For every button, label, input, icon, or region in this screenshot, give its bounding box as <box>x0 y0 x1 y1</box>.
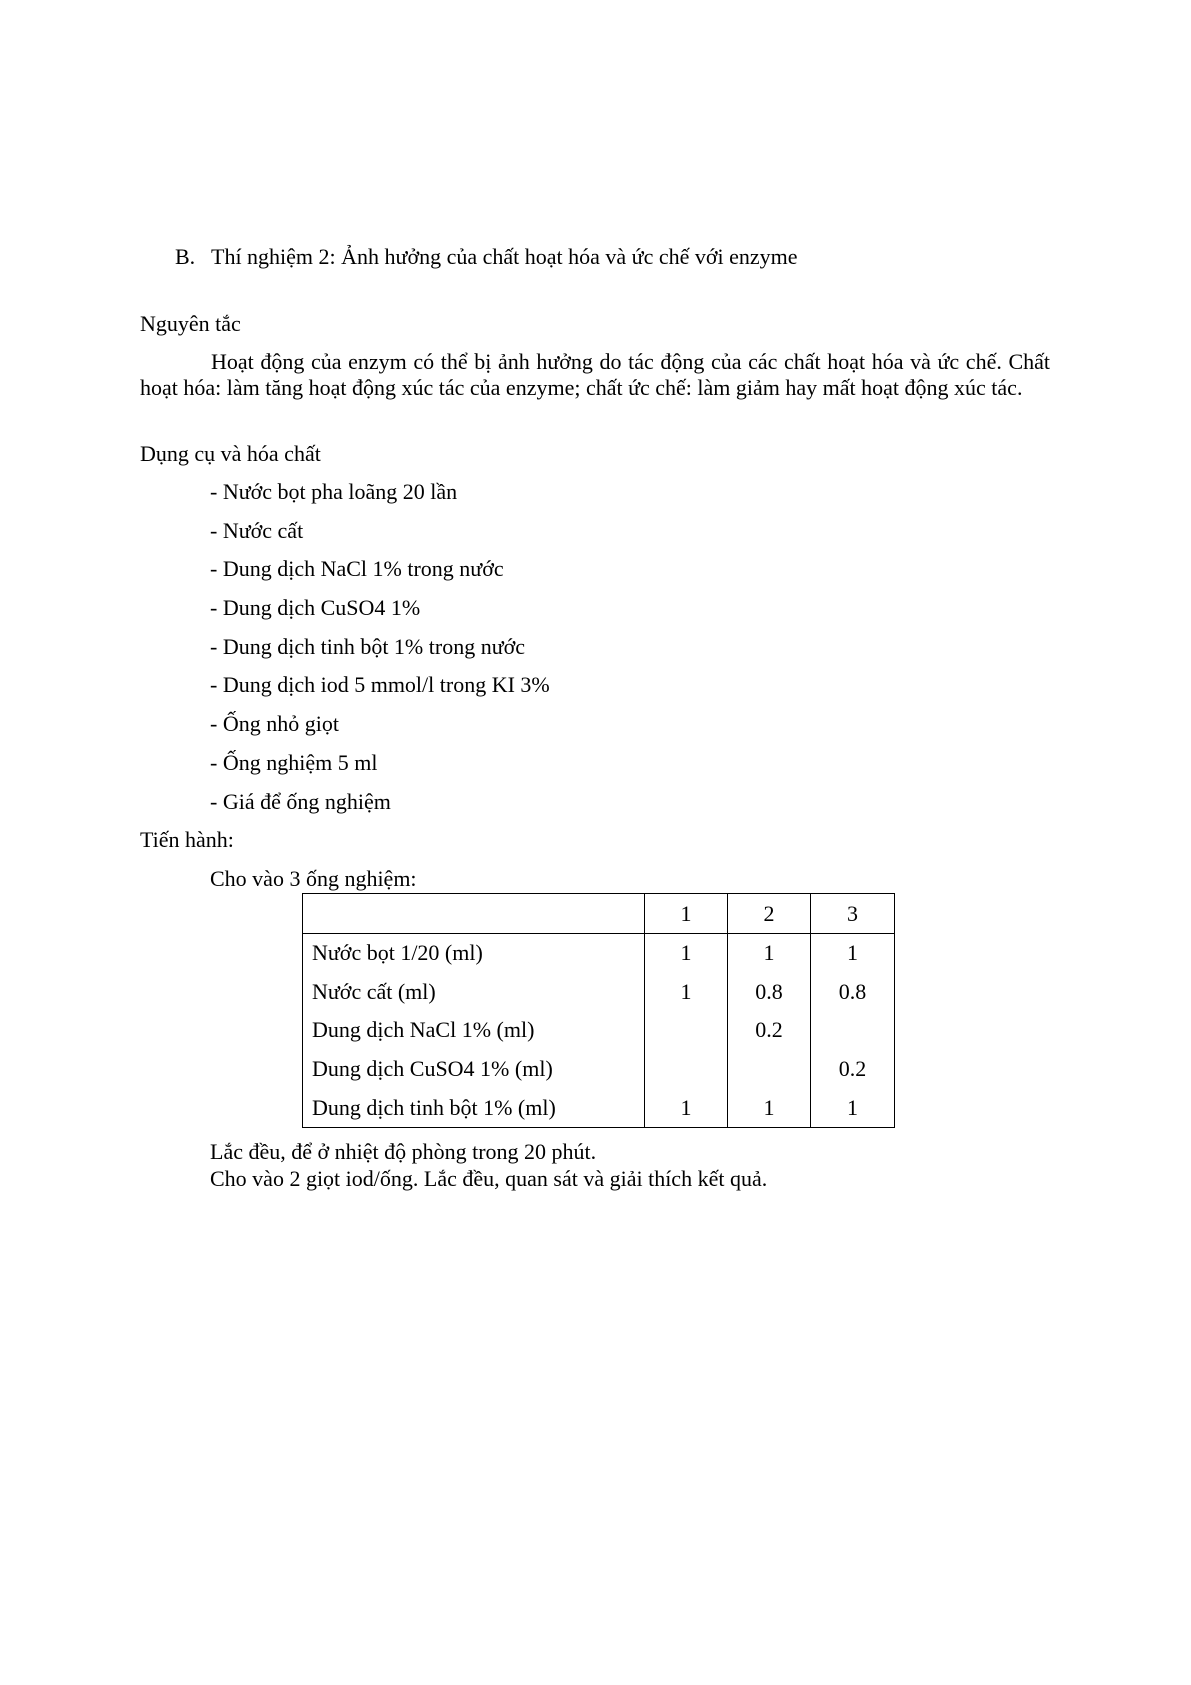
table-header-cell: 1 <box>645 894 728 934</box>
table-cell <box>811 1011 895 1050</box>
materials-item: - Ống nghiệm 5 ml <box>210 749 378 775</box>
table-cell: 0.8 <box>811 973 895 1012</box>
table-cell <box>645 1011 728 1050</box>
materials-item: - Nước cất <box>210 517 304 543</box>
table-row <box>303 1011 895 1050</box>
principle-text: Hoạt động của enzym có thể bị ảnh hưởng do tác động của các chất hoạt hóa và ức chế. Chất hoạt hóa: làm tăng hoạt động xúc tác của enzyme; chất ức chế: làm giảm hay mất hoạt động xúc tác. <box>140 349 1050 400</box>
materials-item: - Nước bọt pha loãng 20 lần <box>210 479 458 504</box>
table-row <box>303 934 895 973</box>
section-marker: B. <box>175 244 196 269</box>
table-header-cell: 3 <box>811 894 895 934</box>
materials-item: - Dung dịch iod 5 mmol/l trong KI 3% <box>210 672 550 698</box>
table-cell: Nước bọt 1/20 (ml) <box>303 934 645 973</box>
materials-list <box>210 479 550 827</box>
table-cell: 1 <box>645 973 728 1012</box>
materials-item: - Dung dịch NaCl 1% trong nước <box>210 556 504 582</box>
table-cell: 0.2 <box>728 1011 811 1050</box>
table-cell: 1 <box>728 934 811 973</box>
table-cell: 0.2 <box>811 1050 895 1089</box>
table-header-cell <box>303 894 645 934</box>
table-cell <box>728 1050 811 1089</box>
section-title <box>175 244 798 270</box>
materials-item: - Ống nhỏ giọt <box>210 711 339 737</box>
materials-heading: Dụng cụ và hóa chất <box>140 441 321 466</box>
materials-item: - Giá để ống nghiệm <box>210 788 391 814</box>
table-cell <box>645 1050 728 1089</box>
table-row <box>303 1088 895 1127</box>
experiment-table <box>302 893 895 1128</box>
principle-paragraph <box>140 349 1050 401</box>
table-cell: 1 <box>728 1088 811 1127</box>
principle-heading: Nguyên tắc <box>140 311 241 336</box>
procedure-heading: Tiến hành: <box>140 827 234 852</box>
table-header-cell: 2 <box>728 894 811 934</box>
materials-item: - Dung dịch tinh bột 1% trong nước <box>210 633 526 659</box>
table-cell: 0.8 <box>728 973 811 1012</box>
procedure-step: Cho vào 2 giọt iod/ống. Lắc đều, quan sát và giải thích kết quả. <box>210 1166 768 1191</box>
table-row <box>303 1050 895 1089</box>
table-cell: 1 <box>811 934 895 973</box>
table-row <box>303 973 895 1012</box>
table-cell: 1 <box>645 934 728 973</box>
table-cell: 1 <box>811 1088 895 1127</box>
procedure-step: Lắc đều, để ở nhiệt độ phòng trong 20 phút. <box>210 1139 597 1164</box>
table-cell: Dung dịch CuSO4 1% (ml) <box>303 1050 645 1089</box>
table-header-row <box>303 894 895 934</box>
table-cell: Nước cất (ml) <box>303 973 645 1012</box>
procedure-intro: Cho vào 3 ống nghiệm: <box>210 866 417 891</box>
table-cell: Dung dịch tinh bột 1% (ml) <box>303 1088 645 1127</box>
table-cell: Dung dịch NaCl 1% (ml) <box>303 1011 645 1050</box>
section-title-text: Thí nghiệm 2: Ảnh hưởng của chất hoạt hóa và ức chế với enzyme <box>211 244 798 269</box>
table-cell: 1 <box>645 1088 728 1127</box>
materials-item: - Dung dịch CuSO4 1% <box>210 595 421 621</box>
